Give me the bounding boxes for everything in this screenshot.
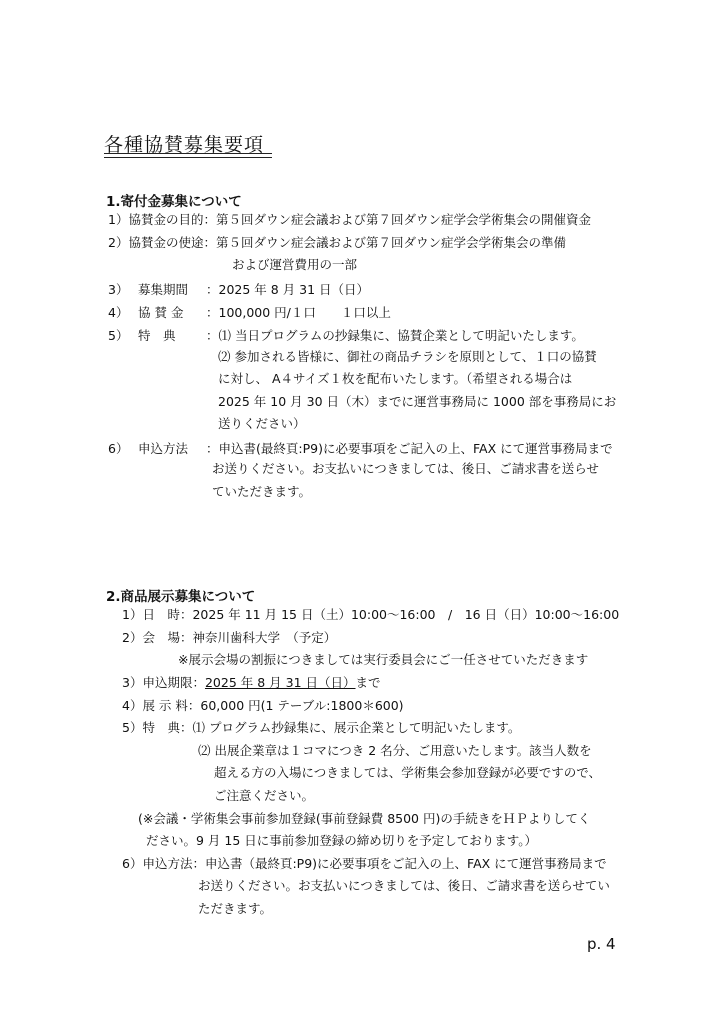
s1-item4-label: 協 賛 金 — [138, 305, 184, 320]
page-title: 各種協賛募集要項 — [104, 134, 265, 156]
s1-item6-num: 6） — [108, 441, 129, 456]
s2-item3: 3）申込期限：2025 年 8 月 31 日（日）まで — [122, 675, 381, 690]
s1-item4-num: 4） — [108, 305, 129, 320]
s1-item6-text: ：申込書(最終頁:P9)に必要事項をご記入の上、FAX にて運営事務局まで — [206, 441, 613, 456]
s2-item6-cont2: ただきます。 — [198, 901, 273, 916]
s1-item6-cont1: お送りください。お支払いにつきましては、後日、ご請求書を送らせ — [212, 461, 599, 476]
s1-item1: 1）協賛金の目的：第５回ダウン症会議および第７回ダウン症学会学術集会の開催資金 — [108, 212, 591, 227]
s1-item2: 2）協賛金の使途：第５回ダウン症会議および第７回ダウン症学会学術集会の準備 — [108, 235, 566, 250]
section1-heading: 1.寄付金募集について — [106, 194, 242, 210]
title-underline — [104, 153, 272, 154]
s1-item6-cont2: ていただきます。 — [212, 484, 312, 499]
s2-item5: 5）特 典：⑴ プログラム抄録集に、展示企業として明記いたします。 — [122, 720, 521, 735]
s2-item5-cont1: ⑵ 出展企業章は１コマにつき 2 名分、ご用意いたします。該当人数を — [198, 743, 592, 758]
s2-item5-cont3: ご注意ください。 — [214, 788, 315, 803]
s2-item4: 4）展 示 料：60,000 円(1 テーブル:1800＊600) — [122, 698, 404, 713]
s1-item3-text: ：2025 年 8 月 31 日（日） — [206, 282, 370, 297]
s1-item5-cont1: ⑵ 参加される皆様に、御社の商品チラシを原則として、１口の協賛 — [218, 349, 597, 364]
s2-note1: (※会議・学術集会事前参加登録(事前登録費 8500 円)の手続きをＨＰよりしてく — [138, 811, 591, 826]
s1-item2-cont: および運営費用の一部 — [232, 257, 358, 272]
s2-item2: 2）会 場：神奈川歯科大学 （予定） — [122, 630, 337, 645]
section2-heading: 2.商品展示募集について — [106, 589, 256, 605]
s2-item1: 1）日 時：2025 年 11 月 15 日（土）10:00〜16:00 / 16 日（日）10:00〜16:00 — [122, 607, 620, 622]
s2-item6: 6）申込方法：申込書（最終頁:P9)に必要事項をご記入の上、FAX にて運営事務局まで — [122, 856, 607, 871]
page-number: p. 4 — [587, 935, 616, 953]
s1-item3-num: 3） — [108, 282, 129, 297]
s1-item5-cont2: に対し、 A４サイズ１枚を配布いたします。（希望される場合は — [218, 371, 573, 386]
s1-item6-label: 申込方法 — [138, 441, 189, 456]
s1-item3-label: 募集期間 — [138, 282, 189, 297]
s2-item6-cont1: お送りください。お支払いにつきましては、後日、ご請求書を送らせてい — [198, 878, 610, 893]
s1-item5-cont3: 2025 年 10 月 30 日（木）までに運営事務局に 1000 部を事務局にお — [218, 394, 617, 409]
title-underline-second — [104, 157, 272, 158]
s1-item5-text: ：⑴ 当日プログラムの抄録集に、協賛企業として明記いたします。 — [206, 328, 584, 343]
s1-item5-num: 5） — [108, 328, 129, 343]
s1-item5-cont4: 送りください） — [218, 416, 306, 431]
s2-note2: ださい。9 月 15 日に事前参加登録の締め切りを予定しております。） — [146, 833, 538, 848]
s2-item5-cont2: 超える方の入場につきましては、学術集会参加登録が必要ですので、 — [214, 765, 602, 780]
s2-item2-note: ※展示会場の割振につきましては実行委員会にご一任させていただきます — [178, 652, 589, 667]
s1-item5-label: 特 典 — [138, 328, 176, 343]
s1-item4-text: ：100,000 円/１口 １口以上 — [206, 305, 391, 320]
